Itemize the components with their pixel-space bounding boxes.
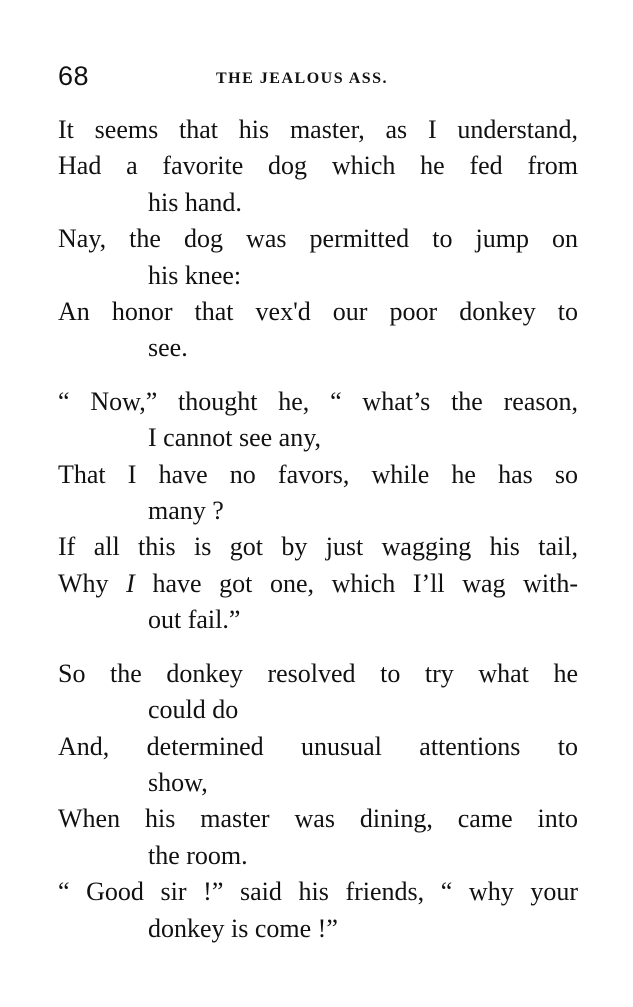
verse-line: “ Now,” thought he, “ what’s the reason,: [58, 386, 578, 416]
verse-line: So the donkey resolved to try what he: [58, 658, 578, 688]
verse-line: When his master was dining, came into: [58, 804, 578, 834]
stanza-3: [58, 656, 578, 947]
verse-line: An honor that vex'd our poor donkey to: [58, 297, 578, 327]
verse-line: If all this is got by just wagging his tail,: [58, 532, 578, 562]
verse-line-turnover: I cannot see any,: [148, 423, 322, 453]
verse-line-turnover: donkey is come !”: [148, 913, 338, 943]
verse-line-turnover: his hand.: [148, 187, 242, 217]
verse-line: That I have no favors, while he has so: [58, 459, 578, 489]
verse-line-turnover: many ?: [148, 496, 224, 526]
stanza-2: [58, 384, 578, 639]
verse-line-italic: [58, 566, 578, 602]
page-number: 68: [58, 61, 90, 91]
verse-line-turnover: his knee:: [148, 260, 242, 290]
page-header: [58, 56, 578, 96]
verse-phrase: have got one, which I’ll wag with-: [152, 568, 579, 598]
verse-line: Nay, the dog was permitted to jump on: [58, 224, 578, 254]
verse-line-turnover: could do: [148, 695, 239, 725]
italic-emphasis: I: [126, 568, 135, 598]
poem-text: [58, 112, 578, 947]
verse-line-turnover: see.: [148, 333, 188, 363]
verse-line: “ Good sir !” said his friends, “ why your: [58, 877, 578, 907]
verse-line: Had a favorite dog which he fed from: [58, 151, 578, 181]
verse-line-turnover: out fail.”: [148, 605, 241, 635]
verse-line-turnover: the room.: [148, 840, 248, 870]
verse-line: It seems that his master, as I understand,: [58, 115, 578, 144]
stanza-1: [58, 112, 578, 367]
running-title: THE JEALOUS ASS.: [216, 70, 389, 87]
verse-line: And, determined unusual attentions to: [58, 731, 578, 761]
verse-line-turnover: show,: [148, 767, 208, 797]
verse-word: Why: [58, 568, 109, 598]
